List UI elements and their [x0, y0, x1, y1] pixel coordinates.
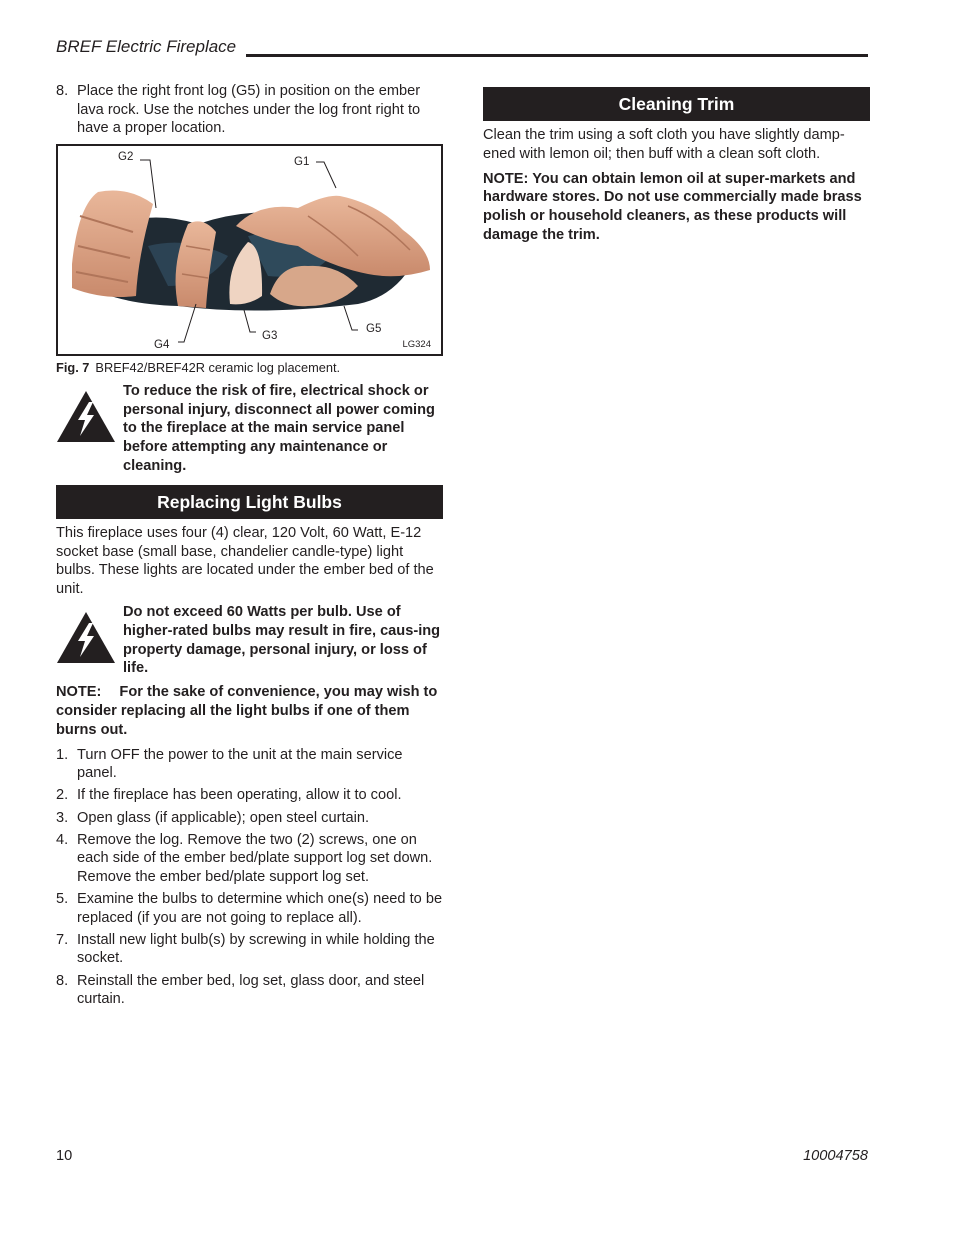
label-g5: G5: [366, 322, 382, 335]
header-rule: [246, 54, 868, 57]
figure-caption: [56, 360, 443, 375]
cleaning-text: Clean the trim using a soft cloth you have slightly damp-ened with lemon oil; then buff with a clean soft cloth.: [483, 127, 845, 162]
section-title-replacing-bulbs: Replacing Light Bulbs: [56, 485, 443, 519]
note: [56, 683, 443, 739]
warning-block: [56, 382, 443, 476]
warning-text: Do not exceed 60 Watts per bulb. Use of higher-rated bulbs may result in fire, caus-ing property damage, personal injury, or loss of life.: [123, 603, 441, 677]
step-number: 3.: [56, 809, 69, 826]
page-number: 10: [56, 1148, 73, 1164]
list-item: [56, 831, 443, 887]
list-item: [56, 931, 443, 968]
step-text: Turn OFF the power to the unit at the main service panel.: [77, 746, 403, 782]
list-item: [56, 890, 443, 927]
label-g2: G2: [118, 150, 134, 163]
list-item: [56, 809, 443, 828]
step-text: Open glass (if applicable); open steel curtain.: [77, 809, 370, 826]
log-placement-figure: [56, 144, 443, 356]
step-number: 8.: [56, 83, 69, 99]
label-g1: G1: [294, 155, 310, 168]
figure-caption-text: BREF42/BREF42R ceramic log placement.: [95, 359, 341, 375]
step-text: Reinstall the ember bed, log set, glass door, and steel curtain.: [77, 972, 425, 1008]
shock-warning-icon: [56, 382, 116, 476]
note-label: NOTE:: [56, 684, 102, 701]
header-title: BREF Electric Fireplace: [56, 37, 237, 56]
step-text: Install new light bulb(s) by screwing in while holding the socket.: [77, 931, 435, 967]
step-number: 7.: [56, 931, 69, 948]
step-number: 5.: [56, 891, 69, 908]
warning-block: [56, 603, 443, 678]
step-number: 4.: [56, 831, 69, 848]
step-text: If the fireplace has been operating, allow it to cool.: [77, 787, 402, 804]
figure-number: Fig. 7: [56, 359, 90, 375]
list-item: [56, 972, 443, 1009]
step-number: 8.: [56, 972, 69, 989]
step-number: 2.: [56, 787, 69, 804]
shock-warning-icon: [56, 603, 116, 678]
list-item: [56, 746, 443, 783]
step-number: 1.: [56, 746, 69, 763]
list-item: [56, 786, 443, 805]
note-text: For the sake of convenience, you may wish to consider replacing all the light bulbs if one of them burns out.: [56, 684, 438, 738]
document-number: 10004758: [803, 1148, 868, 1164]
steps-list: [56, 746, 443, 1009]
step-text: Examine the bulbs to determine which one(s) need to be replaced (if you are not going to replace all).: [77, 891, 443, 926]
bulbs-intro: This fireplace uses four (4) clear, 120 Volt, 60 Watt, E-12 socket base (small base, chandelier candle-type) light bulbs. These lights are located under the ember bed of the unit.: [56, 524, 434, 598]
warning-text: To reduce the risk of fire, electrical shock or personal injury, disconnect all power coming to the fireplace at the main service panel before attempting any maintenance or cleaning.: [123, 382, 435, 474]
right-column: [483, 87, 870, 245]
section-title-cleaning-trim: Cleaning Trim: [483, 87, 870, 121]
left-column: [56, 82, 443, 1012]
figure-code: LG324: [402, 338, 431, 350]
ceramic-log-illustration: [58, 146, 441, 354]
label-g4: G4: [154, 338, 170, 351]
cleaning-note: NOTE: You can obtain lemon oil at super-markets and hardware stores. Do not use commercially made brass polish or household cleaners, as these products will damage the trim.: [483, 170, 862, 243]
label-g3: G3: [262, 329, 278, 342]
step-text: Place the right front log (G5) in position on the ember lava rock. Use the notches under the log front right to have a proper location.: [77, 83, 421, 137]
step-text: Remove the log. Remove the two (2) screws, one on each side of the ember bed/plate support log set down. Remove the ember bed/plate support log set.: [77, 831, 433, 885]
list-item: [56, 82, 443, 138]
